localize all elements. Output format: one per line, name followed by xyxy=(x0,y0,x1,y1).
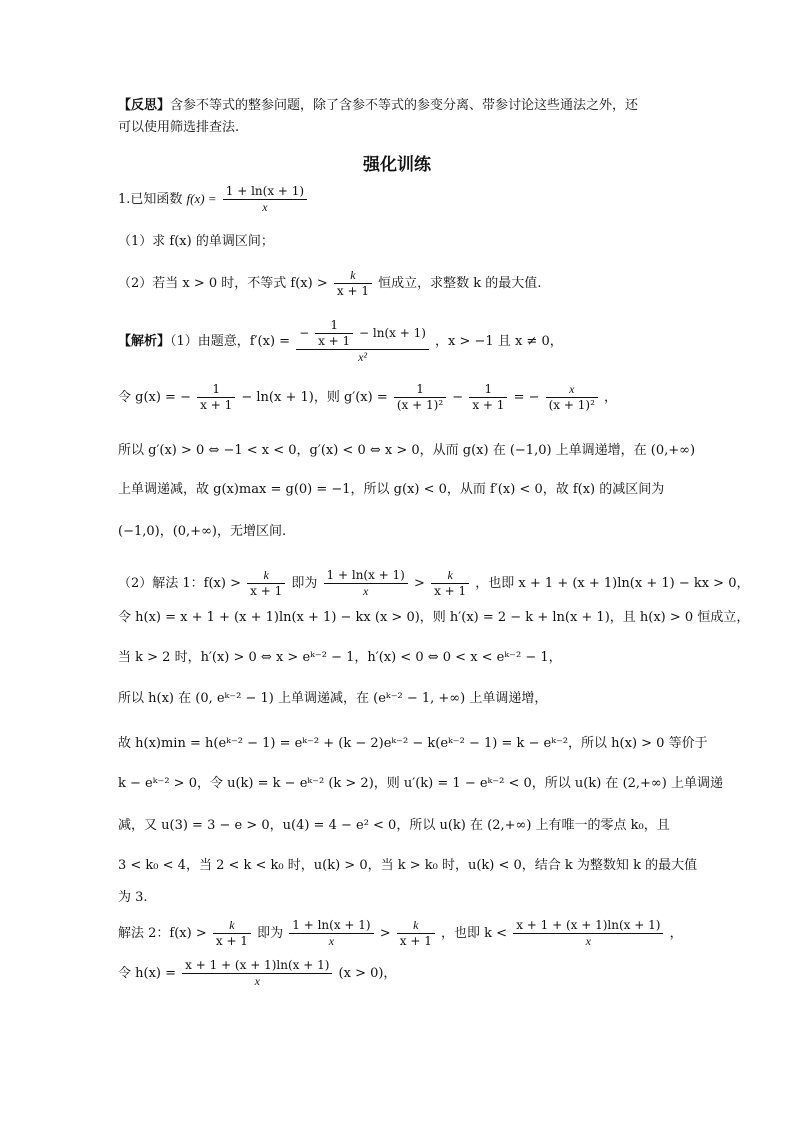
solution-tag: 【解析】 xyxy=(118,334,171,349)
solution-line-11: k − eᵏ⁻² > 0，令 u(k) = k − eᵏ⁻² (k > 2)，则 u′(k) = 1 − eᵏ⁻² < 0，所以 u(k) 在 (2,+∞) 上单调递 xyxy=(118,776,723,791)
solution-line-5: (−1,0)，(0,+∞)，无增区间. xyxy=(118,524,287,539)
g-frac-3-den: x + 1 xyxy=(472,398,505,412)
g-fraction-3 xyxy=(469,382,507,413)
m2-frac-4-den: x xyxy=(585,934,591,948)
m2-frac-2-den: x xyxy=(328,934,335,948)
h-frac-den: x xyxy=(254,974,260,988)
solution-line-16 xyxy=(118,958,396,989)
g-frac-4-num: x xyxy=(546,382,598,398)
m2-fraction-4 xyxy=(513,918,663,949)
g-fraction-2 xyxy=(394,382,446,413)
solution-line-14: 为 3. xyxy=(118,890,148,905)
reflection-text-1: 含参不等式的整参问题，除了含参不等式的参变分离、带参讨论这些通法之外，还 xyxy=(170,98,639,113)
inner-numerator: 1 xyxy=(315,318,353,334)
g-frac-1-den: x + 1 xyxy=(200,398,233,412)
m1-fraction-3 xyxy=(431,568,469,599)
h-frac-num: x + 1 + (x + 1)ln(x + 1) xyxy=(182,958,332,974)
h-fraction xyxy=(182,958,332,989)
function-lhs: f(x) = xyxy=(186,191,217,206)
problem-line-1 xyxy=(118,184,309,215)
m1-frac-2-den: x xyxy=(363,584,369,598)
question-2-numerator: k xyxy=(334,268,372,284)
solution-line-15-e: ， xyxy=(669,926,683,941)
solution-line-2-e: ， xyxy=(604,390,618,405)
solution-line-15-a: 解法 2：f(x) > xyxy=(118,926,207,941)
solution-line-13: 3 < k₀ < 4，当 2 < k < k₀ 时，u(k) > 0，当 k > k₀ 时，u(k) < 0，结合 k 为整数知 k 的最大值 xyxy=(118,858,698,873)
inner-denominator: x + 1 xyxy=(318,334,351,348)
solution-line-3: 所以 g′(x) > 0 ⇔ −1 < x < 0，g′(x) < 0 ⇔ x > 0，从而 g(x) 在 (−1,0) 上单调递增，在 (0,+∞) xyxy=(118,443,696,458)
g-frac-4-den: (x + 1)² xyxy=(548,398,595,412)
function-numerator: 1 + ln(x + 1) xyxy=(223,184,307,200)
solution-line-7: 令 h(x) = x + 1 + (x + 1)ln(x + 1) − kx (x > 0)，则 h′(x) = 2 − k + ln(x + 1)，且 h(x) > 0 恒成立， xyxy=(118,610,750,625)
solution-line-1-a: （1）由题意，f′(x) = xyxy=(170,334,291,349)
g-frac-1-num: 1 xyxy=(197,382,235,398)
section-title: 强化训练 xyxy=(363,155,431,175)
question-2-fraction xyxy=(334,268,372,299)
g-fraction-1 xyxy=(197,382,235,413)
derivative-minus: − xyxy=(299,326,310,340)
solution-line-6 xyxy=(118,568,749,599)
m2-fraction-2 xyxy=(289,918,373,949)
m2-frac-2-num: 1 + ln(x + 1) xyxy=(289,918,373,934)
solution-line-6-a: （2）解法 1：f(x) > xyxy=(118,576,241,591)
function-fraction xyxy=(223,184,307,215)
function-denominator: x xyxy=(262,200,268,214)
solution-line-15-c: > xyxy=(379,926,391,941)
m1-frac-1-den: x + 1 xyxy=(250,584,283,598)
reflection-line-2 xyxy=(118,120,239,136)
m1-frac-2-num: 1 + ln(x + 1) xyxy=(324,568,408,584)
question-2 xyxy=(118,268,541,299)
question-2-denominator: x + 1 xyxy=(336,284,369,298)
g-frac-2-den: (x + 1)² xyxy=(396,398,444,412)
derivative-tail: − ln(x + 1) xyxy=(359,326,426,340)
m1-fraction-2 xyxy=(324,568,408,599)
solution-line-2-c: − xyxy=(452,390,464,405)
derivative-denominator: x² xyxy=(358,350,368,364)
solution-line-16-a: 令 h(x) = xyxy=(118,966,177,981)
derivative-fraction xyxy=(296,318,429,365)
solution-line-2-a: 令 g(x) = − xyxy=(118,390,191,405)
g-frac-2-num: 1 xyxy=(394,382,446,398)
question-2-text-a: （2）若当 x > 0 时，不等式 f(x) > xyxy=(118,276,328,291)
m2-frac-1-den: x + 1 xyxy=(215,934,248,948)
solution-line-1-b: ，x > −1 且 x ≠ 0， xyxy=(435,334,563,349)
solution-line-2-d: = − xyxy=(513,390,540,405)
question-1-text: （1）求 f(x) 的单调区间； xyxy=(118,234,274,249)
solution-line-9: 所以 h(x) 在 (0, eᵏ⁻² − 1) 上单调递减，在 (eᵏ⁻² − 1, +∞) 上单调递增， xyxy=(118,691,548,706)
solution-line-6-d: ，也即 x + 1 + (x + 1)ln(x + 1) − kx > 0， xyxy=(475,576,750,591)
reflection-text-2: 可以使用筛选排查法. xyxy=(118,120,240,135)
m2-frac-3-num: k xyxy=(397,918,435,934)
solution-line-6-c: > xyxy=(414,576,425,591)
solution-line-8: 当 k > 2 时，h′(x) > 0 ⇔ x > eᵏ⁻² − 1，h′(x) < 0 ⇔ 0 < x < eᵏ⁻² − 1， xyxy=(118,650,562,665)
solution-line-12: 减，又 u(3) = 3 − e > 0，u(4) = 4 − e² < 0，所以 u(k) 在 (2,+∞) 上有唯一的零点 k₀，且 xyxy=(118,818,670,833)
solution-line-15-d: ，也即 k < xyxy=(441,926,508,941)
question-2-text-b: 恒成立，求整数 k 的最大值. xyxy=(378,276,542,291)
m2-fraction-3 xyxy=(397,918,435,949)
m1-frac-3-den: x + 1 xyxy=(434,584,467,598)
solution-line-1 xyxy=(118,318,563,365)
m2-frac-3-den: x + 1 xyxy=(399,934,432,948)
g-frac-3-num: 1 xyxy=(469,382,507,398)
m2-frac-1-num: k xyxy=(213,918,251,934)
solution-line-16-b: (x > 0)， xyxy=(338,966,397,981)
reflection-tag: 【反思】 xyxy=(118,98,171,113)
question-1 xyxy=(118,234,274,250)
g-fraction-4 xyxy=(546,382,598,413)
reflection-line-1 xyxy=(118,98,638,114)
derivative-numerator xyxy=(296,318,429,350)
solution-line-4: 上单调递减，故 g(x)max = g(0) = −1，所以 g(x) < 0，从而 f′(x) < 0，故 f(x) 的减区间为 xyxy=(118,482,665,497)
solution-line-15-b: 即为 xyxy=(257,926,284,941)
m2-frac-4-num: x + 1 + (x + 1)ln(x + 1) xyxy=(513,918,663,934)
solution-line-2 xyxy=(118,382,617,413)
problem-intro: 1.已知函数 xyxy=(118,192,183,207)
m2-fraction-1 xyxy=(213,918,251,949)
derivative-inner-fraction xyxy=(315,318,353,349)
solution-line-10: 故 h(x)min = h(eᵏ⁻² − 1) = eᵏ⁻² + (k − 2)eᵏ⁻² − k(eᵏ⁻² − 1) = k − eᵏ⁻²，所以 h(x) > 0 等价于 xyxy=(118,736,708,751)
solution-line-15 xyxy=(118,918,683,949)
m1-fraction-1 xyxy=(247,568,285,599)
solution-line-6-b: 即为 xyxy=(291,576,318,591)
m1-frac-1-num: k xyxy=(247,568,285,584)
solution-line-2-b: − ln(x + 1)，则 g′(x) = xyxy=(241,390,388,405)
m1-frac-3-num: k xyxy=(431,568,469,584)
